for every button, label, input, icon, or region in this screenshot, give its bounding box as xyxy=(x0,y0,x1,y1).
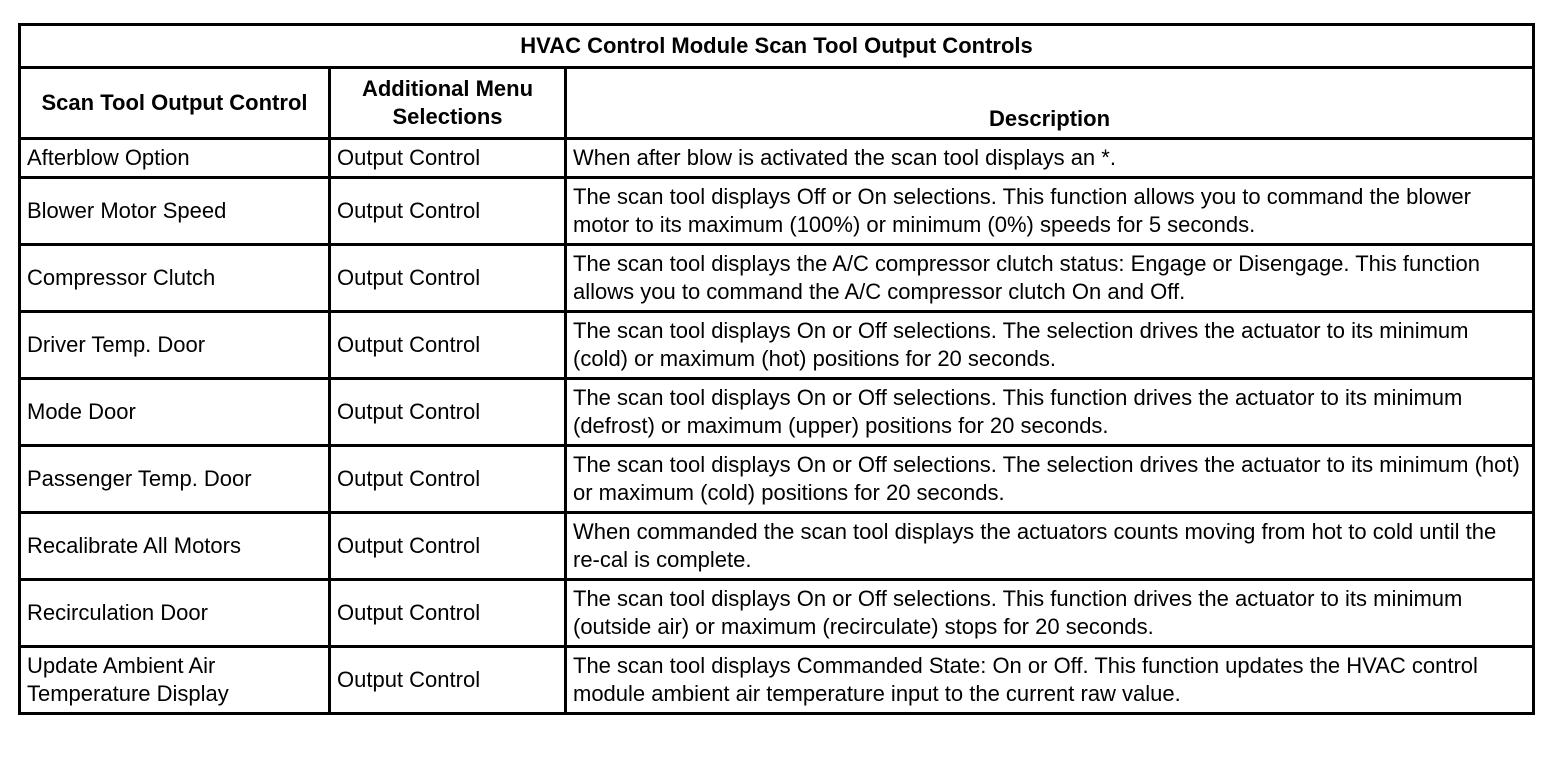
table-row xyxy=(20,178,1534,245)
description-cell: The scan tool displays On or Off selections. This function drives the actuator to its minimum (defrost) or maximum (upper) positions for 20 seconds. xyxy=(566,379,1534,446)
control-name-cell: Recalibrate All Motors xyxy=(20,513,330,580)
table-title-row xyxy=(20,25,1534,68)
control-name-cell: Passenger Temp. Door xyxy=(20,446,330,513)
table-row xyxy=(20,580,1534,647)
control-name-cell: Update Ambient Air Temperature Display xyxy=(20,647,330,714)
table-row xyxy=(20,312,1534,379)
control-name-cell: Blower Motor Speed xyxy=(20,178,330,245)
control-name-cell: Recirculation Door xyxy=(20,580,330,647)
menu-selection-cell: Output Control xyxy=(330,513,566,580)
menu-selection-cell: Output Control xyxy=(330,647,566,714)
output-controls-table-container xyxy=(18,23,1532,715)
column-header-description: Description xyxy=(566,68,1534,139)
menu-selection-cell: Output Control xyxy=(330,379,566,446)
description-cell: When commanded the scan tool displays the actuators counts moving from hot to cold until the re-cal is complete. xyxy=(566,513,1534,580)
table-row xyxy=(20,513,1534,580)
description-cell: The scan tool displays On or Off selections. The selection drives the actuator to its minimum (cold) or maximum (hot) positions for 20 seconds. xyxy=(566,312,1534,379)
menu-selection-cell: Output Control xyxy=(330,139,566,178)
menu-selection-cell: Output Control xyxy=(330,580,566,647)
control-name-cell: Driver Temp. Door xyxy=(20,312,330,379)
column-header-control: Scan Tool Output Control xyxy=(20,68,330,139)
description-cell: The scan tool displays Commanded State: On or Off. This function updates the HVAC control module ambient air temperature input to the current raw value. xyxy=(566,647,1534,714)
table-title: HVAC Control Module Scan Tool Output Controls xyxy=(20,25,1534,68)
control-name-cell: Mode Door xyxy=(20,379,330,446)
description-cell: When after blow is activated the scan tool displays an *. xyxy=(566,139,1534,178)
menu-selection-cell: Output Control xyxy=(330,446,566,513)
column-header-menu-selections: Additional Menu Selections xyxy=(330,68,566,139)
table-row xyxy=(20,245,1534,312)
menu-selection-cell: Output Control xyxy=(330,245,566,312)
table-row xyxy=(20,647,1534,714)
control-name-cell: Compressor Clutch xyxy=(20,245,330,312)
table-row xyxy=(20,379,1534,446)
description-cell: The scan tool displays the A/C compressor clutch status: Engage or Disengage. This function allows you to command the A/C compressor clutch On and Off. xyxy=(566,245,1534,312)
menu-selection-cell: Output Control xyxy=(330,312,566,379)
table-row xyxy=(20,139,1534,178)
output-controls-table xyxy=(18,23,1535,715)
description-cell: The scan tool displays On or Off selections. This function drives the actuator to its minimum (outside air) or maximum (recirculate) stops for 20 seconds. xyxy=(566,580,1534,647)
table-row xyxy=(20,446,1534,513)
control-name-cell: Afterblow Option xyxy=(20,139,330,178)
menu-selection-cell: Output Control xyxy=(330,178,566,245)
description-cell: The scan tool displays On or Off selections. The selection drives the actuator to its minimum (hot) or maximum (cold) positions for 20 seconds. xyxy=(566,446,1534,513)
table-header-row xyxy=(20,68,1534,139)
description-cell: The scan tool displays Off or On selections. This function allows you to command the blower motor to its maximum (100%) or minimum (0%) speeds for 5 seconds. xyxy=(566,178,1534,245)
